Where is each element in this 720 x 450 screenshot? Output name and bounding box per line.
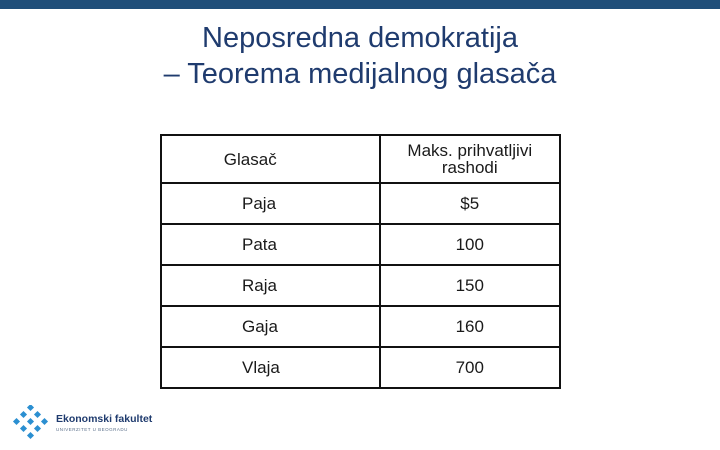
header-voter: Glasač (161, 135, 380, 183)
faculty-logo (10, 405, 153, 441)
voter-amount: 160 (380, 306, 560, 347)
logo-subtitle: UNIVERZITET U BEOGRADU (56, 427, 128, 432)
logo-name: Ekonomski fakultet (56, 413, 153, 425)
voter-name: Pata (161, 224, 380, 265)
table-row (161, 347, 560, 388)
voter-amount: 150 (380, 265, 560, 306)
voter-name: Paja (161, 183, 380, 224)
title-line-2: – Teorema medijalnog glasača (163, 58, 557, 90)
voter-amount: 100 (380, 224, 560, 265)
table-row (161, 183, 560, 224)
title-line-1: Neposredna demokratija (202, 22, 518, 54)
table-header-row (161, 135, 560, 183)
voter-amount: 700 (380, 347, 560, 388)
header-max-spending: Maks. prihvatljivi rashodi (380, 135, 560, 183)
table-row (161, 265, 560, 306)
voter-name: Gaja (161, 306, 380, 347)
slide-title (0, 20, 720, 92)
top-accent-bar (0, 0, 720, 9)
voter-name: Raja (161, 265, 380, 306)
voter-amount: $5 (380, 183, 560, 224)
table-row (161, 224, 560, 265)
voter-name: Vlaja (161, 347, 380, 388)
voter-table (160, 134, 561, 389)
logo-dots-icon (10, 405, 50, 441)
table-row (161, 306, 560, 347)
